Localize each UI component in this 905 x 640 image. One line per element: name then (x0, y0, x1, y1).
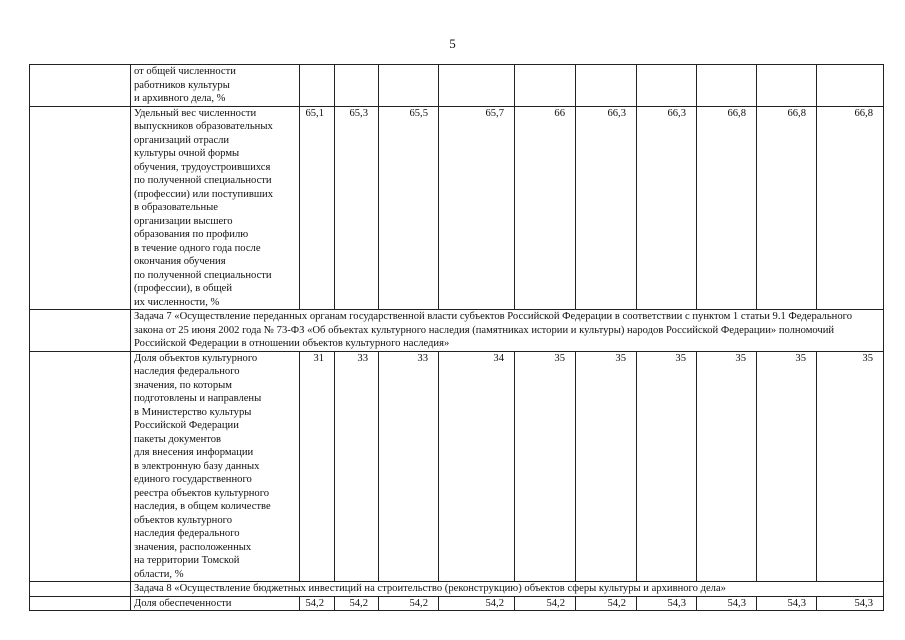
value-cell (817, 65, 884, 107)
table-row (30, 65, 884, 107)
value-cell: 31 (300, 351, 335, 582)
indicator-label: Доля обеспеченности (131, 596, 300, 611)
table-row (30, 106, 884, 310)
indicators-table (29, 64, 884, 611)
value-cell (697, 65, 757, 107)
value-cell: 54,3 (637, 596, 697, 611)
value-cell: 65,3 (335, 106, 379, 310)
value-cell: 65,1 (300, 106, 335, 310)
value-cell: 35 (515, 351, 576, 582)
value-cell (757, 65, 817, 107)
value-cell (335, 65, 379, 107)
value-cell (379, 65, 439, 107)
value-cell: 66,3 (637, 106, 697, 310)
value-cell: 54,2 (439, 596, 515, 611)
value-cell: 54,2 (515, 596, 576, 611)
value-cell: 54,2 (379, 596, 439, 611)
value-cell (439, 65, 515, 107)
table-row (30, 351, 884, 582)
task-row (30, 310, 884, 352)
value-cell: 66 (515, 106, 576, 310)
indicator-label: Доля объектов культурного наследия федерального значения, по которым подготовлены и направлены в Министерство культуры Российской Федерации пакеты документов для внесения информации в электронную базу данных единого государственного реестра объектов культурного наследия, в общем количестве объектов культурного наследия федерального значения, расположенных на территории Томской области, % (131, 351, 300, 582)
task-heading: Задача 8 «Осуществление бюджетных инвестиций на строительство (реконструкцию) объектов сферы культуры и архивного дела» (131, 582, 884, 597)
value-cell: 66,8 (697, 106, 757, 310)
value-cell: 35 (817, 351, 884, 582)
value-cell: 35 (637, 351, 697, 582)
value-cell: 35 (576, 351, 637, 582)
empty-cell (30, 65, 131, 107)
empty-cell (30, 582, 131, 597)
value-cell: 35 (697, 351, 757, 582)
indicator-label: Удельный вес численности выпускников образовательных организаций отрасли культуры очной формы обучения, трудоустроившихся по полученной специальности (профессии) или поступивших в образовательные организации высшего образования по профилю в течение одного года после окончания обучения по полученной специальности (профессии), в общей их численности, % (131, 106, 300, 310)
task-row (30, 582, 884, 597)
value-cell: 54,2 (335, 596, 379, 611)
value-cell: 66,8 (817, 106, 884, 310)
value-cell: 54,3 (697, 596, 757, 611)
page-number: 5 (449, 36, 456, 51)
value-cell: 54,2 (300, 596, 335, 611)
empty-cell (30, 596, 131, 611)
task-heading: Задача 7 «Осуществление переданных органам государственной власти субъектов Российской Федерации в соответствии с пунктом 1 статьи 9.1 Федерального закона от 25 июня 2002 года № 73-ФЗ «Об объектах культурного наследия (памятниках истории и культуры) народов Российской Федерации» полномочий Российской Федерации в отношении объектов культурного наследия» (131, 310, 884, 352)
empty-cell (30, 351, 131, 582)
value-cell (637, 65, 697, 107)
value-cell: 35 (757, 351, 817, 582)
empty-cell (30, 106, 131, 310)
value-cell (300, 65, 335, 107)
value-cell: 33 (379, 351, 439, 582)
value-cell: 65,7 (439, 106, 515, 310)
indicator-label: от общей численности работников культуры и архивного дела, % (131, 65, 300, 107)
value-cell (576, 65, 637, 107)
empty-cell (30, 310, 131, 352)
table-row (30, 596, 884, 611)
value-cell: 33 (335, 351, 379, 582)
value-cell: 54,2 (576, 596, 637, 611)
value-cell: 54,3 (757, 596, 817, 611)
value-cell: 66,3 (576, 106, 637, 310)
value-cell: 34 (439, 351, 515, 582)
value-cell: 66,8 (757, 106, 817, 310)
value-cell (515, 65, 576, 107)
value-cell: 54,3 (817, 596, 884, 611)
value-cell: 65,5 (379, 106, 439, 310)
